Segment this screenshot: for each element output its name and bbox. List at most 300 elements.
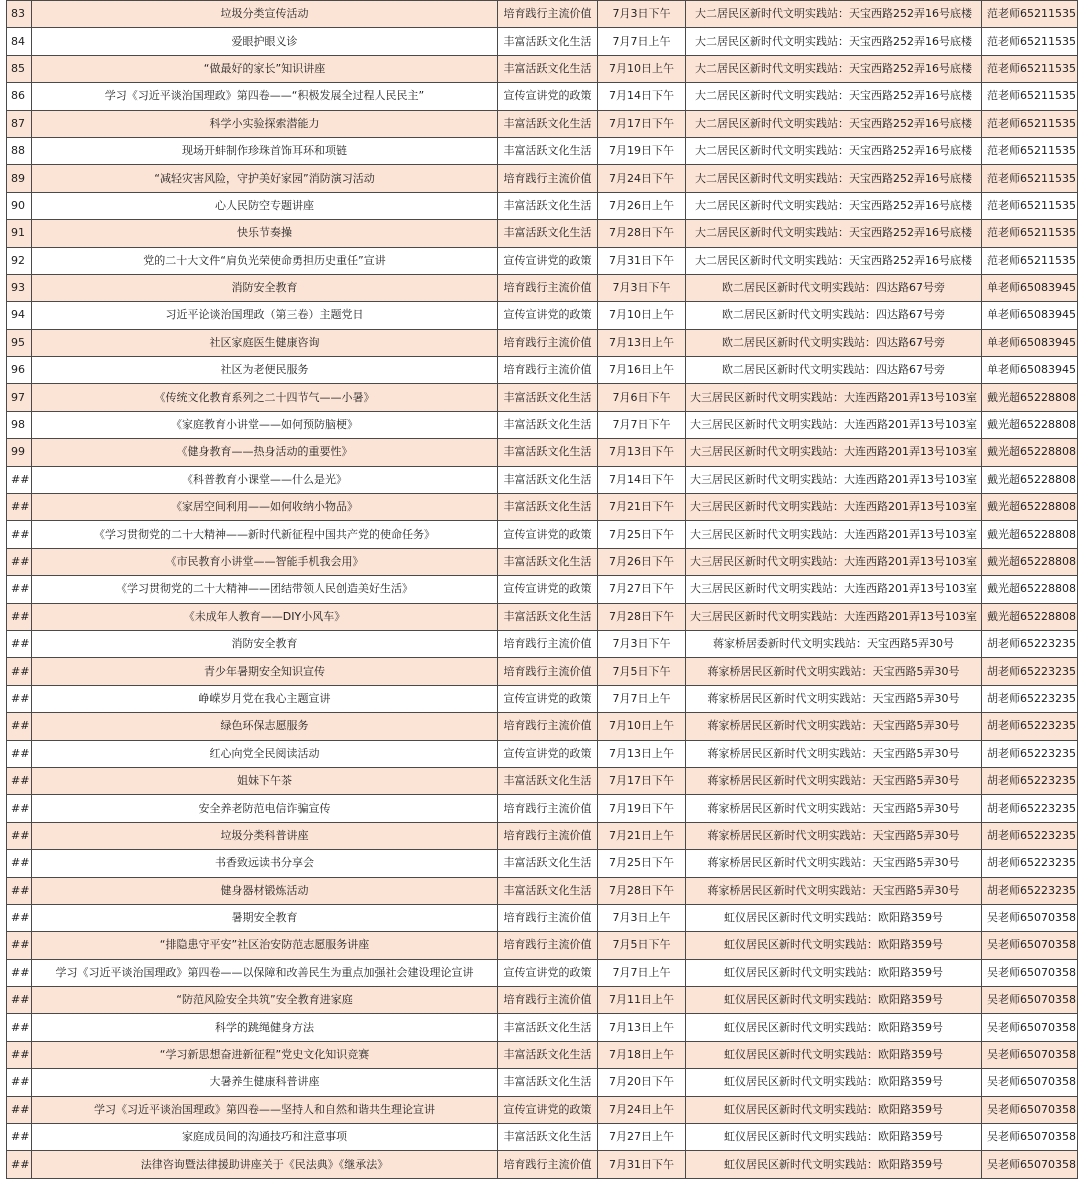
contact-person: 吴老师65070358 <box>982 1014 1078 1041</box>
activity-name: 《家庭教育小讲堂——如何预防脑梗》 <box>32 411 498 438</box>
activity-category: 丰富活跃文化生活 <box>498 1014 598 1041</box>
table-row <box>7 932 1078 959</box>
activity-category: 培育践行主流价值 <box>498 713 598 740</box>
contact-person: 戴光超65228808 <box>982 411 1078 438</box>
contact-person: 吴老师65070358 <box>982 1096 1078 1123</box>
activity-location: 蒋家桥居民区新时代文明实践站：天宝西路5弄30号 <box>686 850 982 877</box>
table-row <box>7 959 1078 986</box>
table-row <box>7 1014 1078 1041</box>
table-row <box>7 247 1078 274</box>
contact-person: 范老师65211535 <box>982 83 1078 110</box>
row-number: ## <box>7 548 32 575</box>
contact-person: 吴老师65070358 <box>982 959 1078 986</box>
activity-location: 大三居民区新时代文明实践站：大连西路201弄13号103室 <box>686 521 982 548</box>
activity-category: 丰富活跃文化生活 <box>498 137 598 164</box>
activity-category: 培育践行主流价值 <box>498 357 598 384</box>
activity-category: 培育践行主流价值 <box>498 630 598 657</box>
activity-category: 培育践行主流价值 <box>498 658 598 685</box>
activity-location: 虹仪居民区新时代文明实践站：欧阳路359号 <box>686 932 982 959</box>
activity-name: “减轻灾害风险，守护美好家园”消防演习活动 <box>32 165 498 192</box>
activity-time: 7月13日上午 <box>598 1014 686 1041</box>
activity-name: 《传统文化教育系列之二十四节气——小暑》 <box>32 384 498 411</box>
activity-category: 丰富活跃文化生活 <box>498 192 598 219</box>
activity-category: 宣传宣讲党的政策 <box>498 521 598 548</box>
table-row <box>7 302 1078 329</box>
activity-location: 大三居民区新时代文明实践站：大连西路201弄13号103室 <box>686 384 982 411</box>
activity-name: 科学小实验探索潜能力 <box>32 110 498 137</box>
activity-name: 党的二十大文件“肩负光荣使命勇担历史重任”宣讲 <box>32 247 498 274</box>
contact-person: 吴老师65070358 <box>982 1124 1078 1151</box>
table-row <box>7 466 1078 493</box>
activity-category: 丰富活跃文化生活 <box>498 28 598 55</box>
activity-time: 7月19日下午 <box>598 795 686 822</box>
activity-name: 《健身教育——热身活动的重要性》 <box>32 439 498 466</box>
table-row <box>7 165 1078 192</box>
contact-person: 范老师65211535 <box>982 247 1078 274</box>
row-number: ## <box>7 1041 32 1068</box>
activity-time: 7月10日上午 <box>598 713 686 740</box>
activity-time: 7月24日上午 <box>598 1096 686 1123</box>
row-number: 93 <box>7 274 32 301</box>
contact-person: 范老师65211535 <box>982 137 1078 164</box>
activity-name: 峥嵘岁月党在我心主题宣讲 <box>32 685 498 712</box>
row-number: ## <box>7 795 32 822</box>
activity-name: 暑期安全教育 <box>32 904 498 931</box>
activity-name: 科学的跳绳健身方法 <box>32 1014 498 1041</box>
row-number: 85 <box>7 55 32 82</box>
table-row <box>7 603 1078 630</box>
activity-category: 培育践行主流价值 <box>498 822 598 849</box>
activity-location: 蒋家桥居民区新时代文明实践站：天宝西路5弄30号 <box>686 740 982 767</box>
row-number: ## <box>7 685 32 712</box>
activity-category: 丰富活跃文化生活 <box>498 494 598 521</box>
activity-location: 虹仪居民区新时代文明实践站：欧阳路359号 <box>686 1124 982 1151</box>
activity-time: 7月7日上午 <box>598 685 686 712</box>
activity-time: 7月25日下午 <box>598 521 686 548</box>
activity-location: 欧二居民区新时代文明实践站：四达路67号旁 <box>686 357 982 384</box>
row-number: 98 <box>7 411 32 438</box>
table-row <box>7 110 1078 137</box>
contact-person: 胡老师65223235 <box>982 877 1078 904</box>
contact-person: 戴光超65228808 <box>982 466 1078 493</box>
activity-time: 7月11日上午 <box>598 987 686 1014</box>
table-row <box>7 521 1078 548</box>
row-number: ## <box>7 904 32 931</box>
table-row <box>7 713 1078 740</box>
activity-category: 丰富活跃文化生活 <box>498 220 598 247</box>
row-number: ## <box>7 740 32 767</box>
table-row <box>7 357 1078 384</box>
table-row <box>7 55 1078 82</box>
table-row <box>7 1069 1078 1096</box>
activity-time: 7月18日上午 <box>598 1041 686 1068</box>
activity-location: 虹仪居民区新时代文明实践站：欧阳路359号 <box>686 1014 982 1041</box>
row-number: ## <box>7 877 32 904</box>
activity-location: 大三居民区新时代文明实践站：大连西路201弄13号103室 <box>686 439 982 466</box>
activity-name: 学习《习近平谈治国理政》第四卷——“积极发展全过程人民民主” <box>32 83 498 110</box>
activity-category: 丰富活跃文化生活 <box>498 110 598 137</box>
activity-location: 欧二居民区新时代文明实践站：四达路67号旁 <box>686 329 982 356</box>
activity-time: 7月27日下午 <box>598 576 686 603</box>
activity-category: 丰富活跃文化生活 <box>498 1069 598 1096</box>
activity-name: 社区为老便民服务 <box>32 357 498 384</box>
contact-person: 范老师65211535 <box>982 1 1078 28</box>
table-row <box>7 274 1078 301</box>
activity-category: 培育践行主流价值 <box>498 1151 598 1178</box>
row-number: ## <box>7 850 32 877</box>
activity-location: 大二居民区新时代文明实践站：天宝西路252弄16号底楼 <box>686 220 982 247</box>
activity-time: 7月13日上午 <box>598 329 686 356</box>
activity-time: 7月31日下午 <box>598 247 686 274</box>
row-number: ## <box>7 576 32 603</box>
activity-location: 蒋家桥居委新时代文明实践站：天宝西路5弄30号 <box>686 630 982 657</box>
activity-time: 7月7日下午 <box>598 411 686 438</box>
contact-person: 范老师65211535 <box>982 192 1078 219</box>
activity-category: 培育践行主流价值 <box>498 932 598 959</box>
table-row <box>7 630 1078 657</box>
activity-time: 7月26日上午 <box>598 192 686 219</box>
activity-category: 丰富活跃文化生活 <box>498 850 598 877</box>
table-row <box>7 767 1078 794</box>
contact-person: 戴光超65228808 <box>982 548 1078 575</box>
activity-name: 《学习贯彻党的二十大精神——新时代新征程中国共产党的使命任务》 <box>32 521 498 548</box>
table-row <box>7 1151 1078 1178</box>
activity-location: 大二居民区新时代文明实践站：天宝西路252弄16号底楼 <box>686 110 982 137</box>
activity-category: 培育践行主流价值 <box>498 1 598 28</box>
contact-person: 胡老师65223235 <box>982 767 1078 794</box>
activity-time: 7月24日下午 <box>598 165 686 192</box>
activity-location: 大三居民区新时代文明实践站：大连西路201弄13号103室 <box>686 548 982 575</box>
activity-name: “排隐患守平安”社区治安防范志愿服务讲座 <box>32 932 498 959</box>
contact-person: 吴老师65070358 <box>982 904 1078 931</box>
contact-person: 单老师65083945 <box>982 274 1078 301</box>
activity-location: 虹仪居民区新时代文明实践站：欧阳路359号 <box>686 1041 982 1068</box>
activity-time: 7月7日上午 <box>598 959 686 986</box>
activity-time: 7月14日下午 <box>598 83 686 110</box>
activity-category: 培育践行主流价值 <box>498 904 598 931</box>
activity-category: 宣传宣讲党的政策 <box>498 247 598 274</box>
activity-time: 7月21日下午 <box>598 494 686 521</box>
activity-category: 丰富活跃文化生活 <box>498 1124 598 1151</box>
table-row <box>7 904 1078 931</box>
activity-time: 7月14日下午 <box>598 466 686 493</box>
contact-person: 戴光超65228808 <box>982 521 1078 548</box>
row-number: ## <box>7 466 32 493</box>
activity-time: 7月19日下午 <box>598 137 686 164</box>
activity-time: 7月28日下午 <box>598 603 686 630</box>
activity-location: 虹仪居民区新时代文明实践站：欧阳路359号 <box>686 987 982 1014</box>
activity-time: 7月25日下午 <box>598 850 686 877</box>
row-number: ## <box>7 1014 32 1041</box>
table-row <box>7 1096 1078 1123</box>
activity-category: 培育践行主流价值 <box>498 274 598 301</box>
contact-person: 吴老师65070358 <box>982 987 1078 1014</box>
table-row <box>7 384 1078 411</box>
row-number: ## <box>7 658 32 685</box>
activity-location: 大二居民区新时代文明实践站：天宝西路252弄16号底楼 <box>686 83 982 110</box>
activity-time: 7月13日上午 <box>598 740 686 767</box>
table-row <box>7 987 1078 1014</box>
activity-time: 7月5日下午 <box>598 932 686 959</box>
activity-category: 宣传宣讲党的政策 <box>498 685 598 712</box>
activity-location: 大二居民区新时代文明实践站：天宝西路252弄16号底楼 <box>686 28 982 55</box>
activity-location: 虹仪居民区新时代文明实践站：欧阳路359号 <box>686 959 982 986</box>
activity-location: 大二居民区新时代文明实践站：天宝西路252弄16号底楼 <box>686 247 982 274</box>
activity-location: 蒋家桥居民区新时代文明实践站：天宝西路5弄30号 <box>686 822 982 849</box>
contact-person: 范老师65211535 <box>982 55 1078 82</box>
contact-person: 吴老师65070358 <box>982 1151 1078 1178</box>
contact-person: 范老师65211535 <box>982 165 1078 192</box>
activity-name: 《科普教育小课堂——什么是光》 <box>32 466 498 493</box>
activity-location: 蒋家桥居民区新时代文明实践站：天宝西路5弄30号 <box>686 877 982 904</box>
activity-category: 培育践行主流价值 <box>498 165 598 192</box>
contact-person: 戴光超65228808 <box>982 603 1078 630</box>
activity-location: 欧二居民区新时代文明实践站：四达路67号旁 <box>686 302 982 329</box>
activity-name: 《家居空间利用——如何收纳小物品》 <box>32 494 498 521</box>
activity-name: 绿色环保志愿服务 <box>32 713 498 740</box>
contact-person: 吴老师65070358 <box>982 1041 1078 1068</box>
contact-person: 胡老师65223235 <box>982 713 1078 740</box>
table-row <box>7 822 1078 849</box>
activity-name: 安全养老防范电信诈骗宣传 <box>32 795 498 822</box>
activity-name: 《未成年人教育——DIY小风车》 <box>32 603 498 630</box>
activity-location: 大二居民区新时代文明实践站：天宝西路252弄16号底楼 <box>686 137 982 164</box>
activity-location: 蒋家桥居民区新时代文明实践站：天宝西路5弄30号 <box>686 685 982 712</box>
activity-time: 7月28日下午 <box>598 220 686 247</box>
row-number: 95 <box>7 329 32 356</box>
activity-time: 7月17日下午 <box>598 767 686 794</box>
row-number: 94 <box>7 302 32 329</box>
activity-category: 宣传宣讲党的政策 <box>498 959 598 986</box>
activity-name: 爱眼护眼义诊 <box>32 28 498 55</box>
activity-name: 快乐节奏操 <box>32 220 498 247</box>
activity-name: “学习新思想奋进新征程”党史文化知识竞赛 <box>32 1041 498 1068</box>
row-number: 89 <box>7 165 32 192</box>
row-number: ## <box>7 822 32 849</box>
activity-name: 学习《习近平谈治国理政》第四卷——以保障和改善民生为重点加强社会建设理论宣讲 <box>32 959 498 986</box>
activity-location: 虹仪居民区新时代文明实践站：欧阳路359号 <box>686 1096 982 1123</box>
activity-time: 7月10日上午 <box>598 302 686 329</box>
activity-time: 7月3日下午 <box>598 630 686 657</box>
activity-category: 宣传宣讲党的政策 <box>498 1096 598 1123</box>
activity-name: 姐妹下午茶 <box>32 767 498 794</box>
row-number: ## <box>7 1124 32 1151</box>
row-number: 87 <box>7 110 32 137</box>
activity-time: 7月17日下午 <box>598 110 686 137</box>
activity-location: 大二居民区新时代文明实践站：天宝西路252弄16号底楼 <box>686 55 982 82</box>
activity-category: 丰富活跃文化生活 <box>498 1041 598 1068</box>
table-row <box>7 411 1078 438</box>
activity-time: 7月28日下午 <box>598 877 686 904</box>
contact-person: 胡老师65223235 <box>982 822 1078 849</box>
activity-name: 消防安全教育 <box>32 630 498 657</box>
contact-person: 胡老师65223235 <box>982 630 1078 657</box>
activity-name: 心人民防空专题讲座 <box>32 192 498 219</box>
row-number: ## <box>7 932 32 959</box>
activity-time: 7月31日下午 <box>598 1151 686 1178</box>
table-row <box>7 192 1078 219</box>
activity-category: 培育践行主流价值 <box>498 329 598 356</box>
row-number: 90 <box>7 192 32 219</box>
activity-time: 7月6日下午 <box>598 384 686 411</box>
table-row <box>7 28 1078 55</box>
contact-person: 范老师65211535 <box>982 28 1078 55</box>
table-row <box>7 137 1078 164</box>
activity-category: 丰富活跃文化生活 <box>498 767 598 794</box>
activity-category: 丰富活跃文化生活 <box>498 603 598 630</box>
row-number: 86 <box>7 83 32 110</box>
table-row <box>7 439 1078 466</box>
activity-name: 现场开蚌制作珍珠首饰耳环和项链 <box>32 137 498 164</box>
row-number: 99 <box>7 439 32 466</box>
row-number: ## <box>7 1069 32 1096</box>
table-row <box>7 329 1078 356</box>
row-number: ## <box>7 713 32 740</box>
row-number: ## <box>7 987 32 1014</box>
table-row <box>7 576 1078 603</box>
activity-name: 法律咨询暨法律援助讲座关于《民法典》《继承法》 <box>32 1151 498 1178</box>
activity-category: 宣传宣讲党的政策 <box>498 740 598 767</box>
contact-person: 单老师65083945 <box>982 329 1078 356</box>
activity-name: 消防安全教育 <box>32 274 498 301</box>
activity-category: 培育践行主流价值 <box>498 987 598 1014</box>
table-row <box>7 850 1078 877</box>
table-row <box>7 685 1078 712</box>
activity-name: 大暑养生健康科普讲座 <box>32 1069 498 1096</box>
activity-name: 社区家庭医生健康咨询 <box>32 329 498 356</box>
activity-name: 习近平论谈治国理政（第三卷）主题党日 <box>32 302 498 329</box>
activity-time: 7月10日上午 <box>598 55 686 82</box>
row-number: ## <box>7 494 32 521</box>
contact-person: 胡老师65223235 <box>982 685 1078 712</box>
row-number: ## <box>7 767 32 794</box>
activity-name: 健身器材锻炼活动 <box>32 877 498 904</box>
row-number: ## <box>7 630 32 657</box>
activity-location: 大二居民区新时代文明实践站：天宝西路252弄16号底楼 <box>686 1 982 28</box>
row-number: ## <box>7 521 32 548</box>
contact-person: 单老师65083945 <box>982 357 1078 384</box>
activity-time: 7月7日上午 <box>598 28 686 55</box>
row-number: 84 <box>7 28 32 55</box>
table-row <box>7 220 1078 247</box>
activity-location: 大二居民区新时代文明实践站：天宝西路252弄16号底楼 <box>686 192 982 219</box>
activity-time: 7月27日上午 <box>598 1124 686 1151</box>
activity-time: 7月21日上午 <box>598 822 686 849</box>
row-number: ## <box>7 1151 32 1178</box>
activity-time: 7月16日上午 <box>598 357 686 384</box>
contact-person: 戴光超65228808 <box>982 384 1078 411</box>
activity-name: 红心向党全民阅读活动 <box>32 740 498 767</box>
activity-name: 书香致远读书分享会 <box>32 850 498 877</box>
activity-location: 大三居民区新时代文明实践站：大连西路201弄13号103室 <box>686 411 982 438</box>
contact-person: 戴光超65228808 <box>982 494 1078 521</box>
activity-time: 7月20日下午 <box>598 1069 686 1096</box>
activity-category: 宣传宣讲党的政策 <box>498 302 598 329</box>
activity-location: 虹仪居民区新时代文明实践站：欧阳路359号 <box>686 904 982 931</box>
activity-time: 7月3日下午 <box>598 274 686 301</box>
row-number: ## <box>7 1096 32 1123</box>
activity-name: 垃圾分类宣传活动 <box>32 1 498 28</box>
table-row <box>7 658 1078 685</box>
table-body <box>7 1 1078 1179</box>
contact-person: 吴老师65070358 <box>982 932 1078 959</box>
table-row <box>7 877 1078 904</box>
activity-category: 丰富活跃文化生活 <box>498 548 598 575</box>
activity-time: 7月5日下午 <box>598 658 686 685</box>
activity-time: 7月13日下午 <box>598 439 686 466</box>
activity-name: 《市民教育小讲堂——智能手机我会用》 <box>32 548 498 575</box>
row-number: 96 <box>7 357 32 384</box>
activity-location: 蒋家桥居民区新时代文明实践站：天宝西路5弄30号 <box>686 795 982 822</box>
row-number: 88 <box>7 137 32 164</box>
activity-location: 大三居民区新时代文明实践站：大连西路201弄13号103室 <box>686 576 982 603</box>
activity-name: 学习《习近平谈治国理政》第四卷——坚持人和自然和谐共生理论宣讲 <box>32 1096 498 1123</box>
activity-location: 蒋家桥居民区新时代文明实践站：天宝西路5弄30号 <box>686 658 982 685</box>
row-number: ## <box>7 959 32 986</box>
activity-schedule-table <box>6 0 1078 1179</box>
table-row <box>7 548 1078 575</box>
contact-person: 戴光超65228808 <box>982 439 1078 466</box>
activity-name: 家庭成员间的沟通技巧和注意事项 <box>32 1124 498 1151</box>
table-row <box>7 1124 1078 1151</box>
row-number: 92 <box>7 247 32 274</box>
table-row <box>7 1 1078 28</box>
activity-location: 虹仪居民区新时代文明实践站：欧阳路359号 <box>686 1151 982 1178</box>
activity-location: 蒋家桥居民区新时代文明实践站：天宝西路5弄30号 <box>686 713 982 740</box>
activity-name: “做最好的家长”知识讲座 <box>32 55 498 82</box>
row-number: ## <box>7 603 32 630</box>
row-number: 83 <box>7 1 32 28</box>
activity-time: 7月3日下午 <box>598 1 686 28</box>
contact-person: 戴光超65228808 <box>982 576 1078 603</box>
activity-location: 虹仪居民区新时代文明实践站：欧阳路359号 <box>686 1069 982 1096</box>
activity-location: 欧二居民区新时代文明实践站：四达路67号旁 <box>686 274 982 301</box>
activity-category: 丰富活跃文化生活 <box>498 411 598 438</box>
table-row <box>7 740 1078 767</box>
contact-person: 胡老师65223235 <box>982 850 1078 877</box>
table-row <box>7 83 1078 110</box>
activity-location: 大三居民区新时代文明实践站：大连西路201弄13号103室 <box>686 466 982 493</box>
activity-time: 7月3日上午 <box>598 904 686 931</box>
table-row <box>7 1041 1078 1068</box>
activity-name: 《学习贯彻党的二十大精神——团结带领人民创造美好生活》 <box>32 576 498 603</box>
contact-person: 胡老师65223235 <box>982 740 1078 767</box>
activity-category: 宣传宣讲党的政策 <box>498 83 598 110</box>
activity-category: 丰富活跃文化生活 <box>498 55 598 82</box>
contact-person: 胡老师65223235 <box>982 658 1078 685</box>
activity-category: 培育践行主流价值 <box>498 795 598 822</box>
contact-person: 单老师65083945 <box>982 302 1078 329</box>
contact-person: 范老师65211535 <box>982 110 1078 137</box>
row-number: 97 <box>7 384 32 411</box>
activity-category: 丰富活跃文化生活 <box>498 384 598 411</box>
activity-time: 7月26日下午 <box>598 548 686 575</box>
activity-category: 宣传宣讲党的政策 <box>498 576 598 603</box>
contact-person: 吴老师65070358 <box>982 1069 1078 1096</box>
activity-location: 大三居民区新时代文明实践站：大连西路201弄13号103室 <box>686 494 982 521</box>
contact-person: 范老师65211535 <box>982 220 1078 247</box>
table-row <box>7 494 1078 521</box>
activity-category: 丰富活跃文化生活 <box>498 439 598 466</box>
table-row <box>7 795 1078 822</box>
contact-person: 胡老师65223235 <box>982 795 1078 822</box>
row-number: 91 <box>7 220 32 247</box>
activity-name: “防范风险安全共筑”安全教育进家庭 <box>32 987 498 1014</box>
activity-location: 大二居民区新时代文明实践站：天宝西路252弄16号底楼 <box>686 165 982 192</box>
activity-category: 丰富活跃文化生活 <box>498 466 598 493</box>
activity-name: 青少年暑期安全知识宣传 <box>32 658 498 685</box>
activity-category: 丰富活跃文化生活 <box>498 877 598 904</box>
